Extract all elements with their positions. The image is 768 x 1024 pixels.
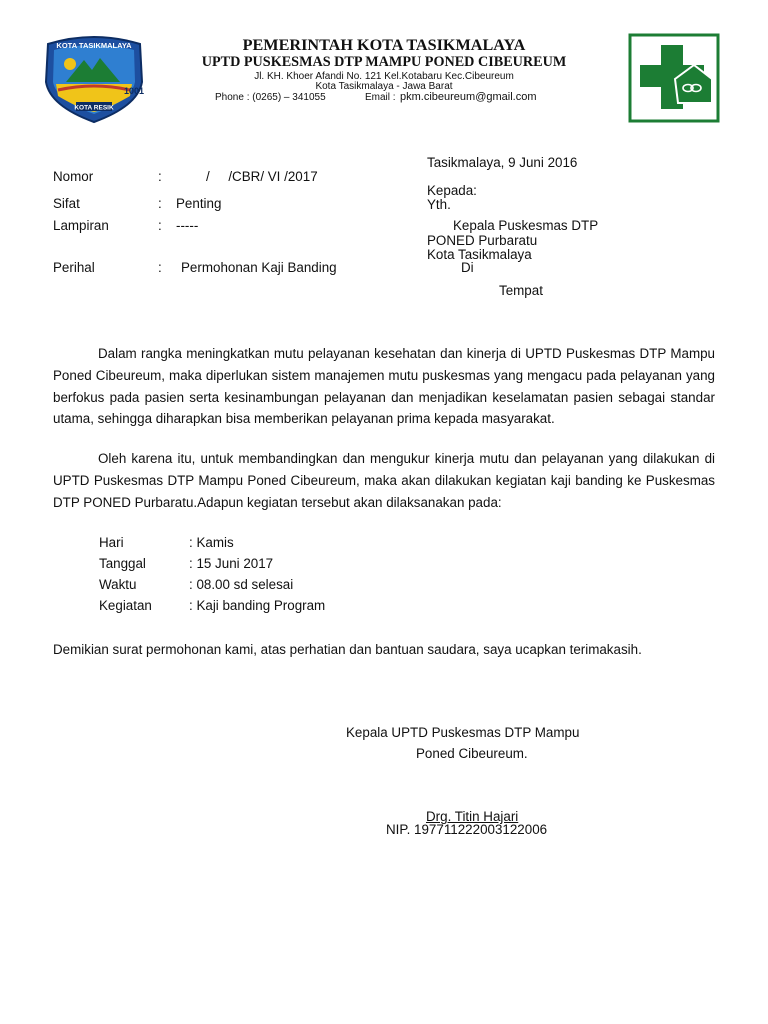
letterhead-email: pkm.cibeureum@gmail.com xyxy=(400,91,537,103)
emblem-bottom-text: KOTA RESIK xyxy=(74,104,114,112)
schedule-value-tanggal: : 15 Juni 2017 xyxy=(189,556,274,571)
emblem-top-text: KOTA TASIKMALAYA xyxy=(56,41,132,50)
recipient-tempat: Tempat xyxy=(499,283,543,298)
schedule-value-waktu: : 08.00 sd selesai xyxy=(189,577,294,592)
letterhead-city: Kota Tasikmalaya - Jawa Barat xyxy=(315,81,453,92)
schedule-label-waktu: Waktu xyxy=(99,577,137,592)
perihal-colon: : xyxy=(158,260,162,275)
perihal-value: Permohonan Kaji Banding xyxy=(181,260,337,275)
nomor-value: / /CBR/ VI /2017 xyxy=(206,169,318,184)
nomor-label: Nomor xyxy=(53,169,94,184)
recipient-line1: Kepala Puskesmas DTP xyxy=(453,218,599,233)
sifat-value: Penting xyxy=(176,196,222,211)
perihal-label: Perihal xyxy=(53,260,95,275)
schedule-label-hari: Hari xyxy=(99,535,124,550)
schedule-value-hari: : Kamis xyxy=(189,535,234,550)
schedule-value-kegiatan: : Kaji banding Program xyxy=(189,598,326,613)
sifat-colon: : xyxy=(158,196,162,211)
signature-title-1: Kepala UPTD Puskesmas DTP Mampu xyxy=(346,725,580,740)
schedule-label-tanggal: Tanggal xyxy=(99,556,146,571)
body-paragraph-1: Dalam rangka meningkatkan mutu pelayanan kesehatan dan kinerja di UPTD Puskesmas DTP Mampu Poned Cibeureum, maka diperlukan sistem manajemen mutu puskesmas yang mengacu pada pelayanan yang berfokus pada pasien serta kesinambungan pelayanan dan menjadikan keselamatan pasien sebagai standar utama, sehingga diharapkan bisa memberikan pelayanan prima kepada masyarakat. xyxy=(53,346,715,427)
letter-date: Tasikmalaya, 9 Juni 2016 xyxy=(427,155,578,170)
sifat-label: Sifat xyxy=(53,196,80,211)
emblem-year: 1001 xyxy=(124,86,145,96)
lampiran-value: ----- xyxy=(176,218,199,233)
letterhead-address: Jl. KH. Khoer Afandi No. 121 Kel.Kotabaru Kec.Cibeureum xyxy=(254,71,514,82)
lampiran-colon: : xyxy=(158,218,162,233)
letterhead-institution: UPTD PUSKESMAS DTP MAMPU PONED CIBEUREUM xyxy=(201,54,567,70)
lampiran-label: Lampiran xyxy=(53,218,109,233)
recipient-line3: Kota Tasikmalaya xyxy=(427,247,532,262)
signer-nip: NIP. 197711222003122006 xyxy=(386,822,548,837)
signature-title-2: Poned Cibeureum. xyxy=(416,746,528,761)
letterhead-phone: Phone : (0265) – 341055 xyxy=(215,92,326,103)
letterhead-email-label: Email : xyxy=(365,92,396,103)
nomor-colon: : xyxy=(158,169,162,184)
kepada-label: Kepada: xyxy=(427,183,477,198)
body-paragraph-2: Oleh karena itu, untuk membandingkan dan mengukur kinerja mutu dan pelayanan yang dilakukan di UPTD Puskesmas DTP Mampu Poned Cibeureum, maka akan dilakukan kegiatan kaji banding ke Puskesmas DTP PONED Purbaratu.Adapun kegiatan tersebut akan dilaksanakan pada: xyxy=(53,451,715,510)
recipient-di: Di xyxy=(461,260,474,275)
signer-name: Drg. Titin Hajari xyxy=(426,809,519,824)
closing-paragraph: Demikian surat permohonan kami, atas perhatian dan bantuan saudara, saya ucapkan terimakasih. xyxy=(53,642,642,657)
letterhead-government: PEMERINTAH KOTA TASIKMALAYA xyxy=(242,36,526,54)
yth-label: Yth. xyxy=(427,197,451,212)
recipient-line2: PONED Purbaratu xyxy=(427,233,538,248)
schedule-label-kegiatan: Kegiatan xyxy=(99,598,152,613)
